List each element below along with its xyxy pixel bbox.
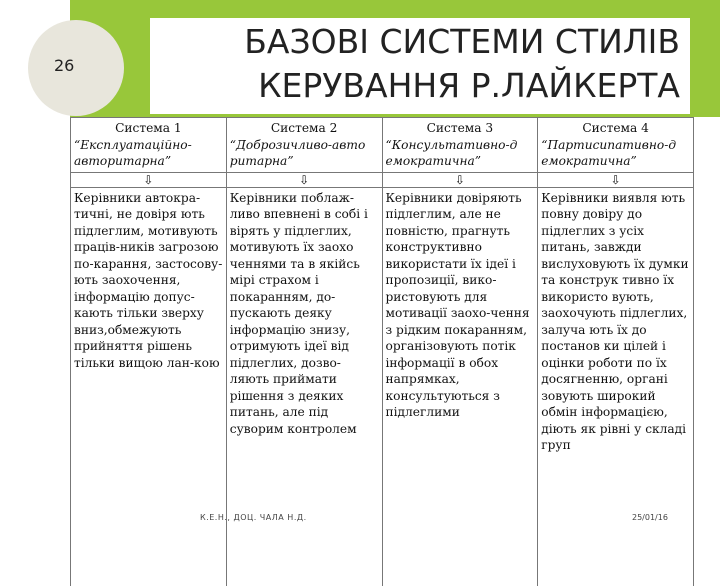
footer-date: 25/01/16: [632, 513, 668, 522]
system-name: Система 3: [426, 121, 494, 135]
table-arrow-row: [71, 172, 694, 187]
slide-number-circle: [28, 20, 124, 116]
system-subtitle: “Доброзичливо-авто ритарна”: [229, 137, 366, 168]
header-cell: [538, 118, 694, 173]
styles-table: [70, 117, 694, 586]
system-subtitle: “Експлуатаційно-авторитарна”: [74, 137, 192, 168]
down-arrow-icon: ⇩: [382, 172, 538, 187]
header-cell: [71, 118, 227, 173]
down-arrow-icon: ⇩: [71, 172, 227, 187]
footer-author: К.Е.Н., ДОЦ. ЧАЛА Н.Д.: [200, 513, 307, 522]
down-arrow-icon: ⇩: [538, 172, 694, 187]
header-cell: [382, 118, 538, 173]
system-name: Система 1: [115, 121, 182, 135]
header-cell: [226, 118, 382, 173]
description-cell: Керівники довіряють підлеглим, але не повністю, прагнуть конструктивно використати їх ідеї і пропозиції, вико-ристовують для мотивації заохо-чення з рідким покаранням, організовують потік інформації в обох напрямках, консультуються з підлеглими: [382, 187, 538, 586]
system-name: Система 4: [582, 121, 649, 135]
down-arrow-icon: ⇩: [226, 172, 382, 187]
slide-title: БАЗОВІ СИСТЕМИ СТИЛІВ КЕРУВАННЯ Р.ЛАЙКЕРТА: [244, 22, 680, 105]
description-cell: Керівники поблаж-ливо впевнені в собі і вірять у підлеглих, мотивують їх заохо ченнями та в якійсь мірі страхом і покаранням, до-пускають деяку інформацію знизу, отримують ідеї від підлеглих, дозво-ляють приймати рішення з деяких питань, але під суворим контролем: [226, 187, 382, 586]
system-subtitle: “Партисипативно-д емократична”: [541, 137, 677, 168]
table-header-row: [71, 118, 694, 173]
slide-number: 26: [54, 56, 75, 75]
description-cell: Керівники виявля ють повну довіру до підлеглих з усіх питань, завжди вислуховують їх думки та конструк тивно їх використо вують, заохочують підлеглих, залуча ють їх до постанов ки цілей і оцінки роботи по їх досягненню, органі зовують широкий обмін інформацією, діють як рівні у складі груп: [538, 187, 694, 586]
table-row: [71, 187, 694, 586]
system-subtitle: “Консультативно-д емократична”: [385, 137, 518, 168]
system-name: Система 2: [270, 121, 338, 135]
description-cell: Керівники автокра-тичні, не довіря ють підлеглим, мотивують праців-ників загрозою по-карання, застосову-ють заохочення, інформацію допус-кають тільки зверху вниз,обмежують прийняття рішень тільки вищою лан-кою: [71, 187, 227, 586]
